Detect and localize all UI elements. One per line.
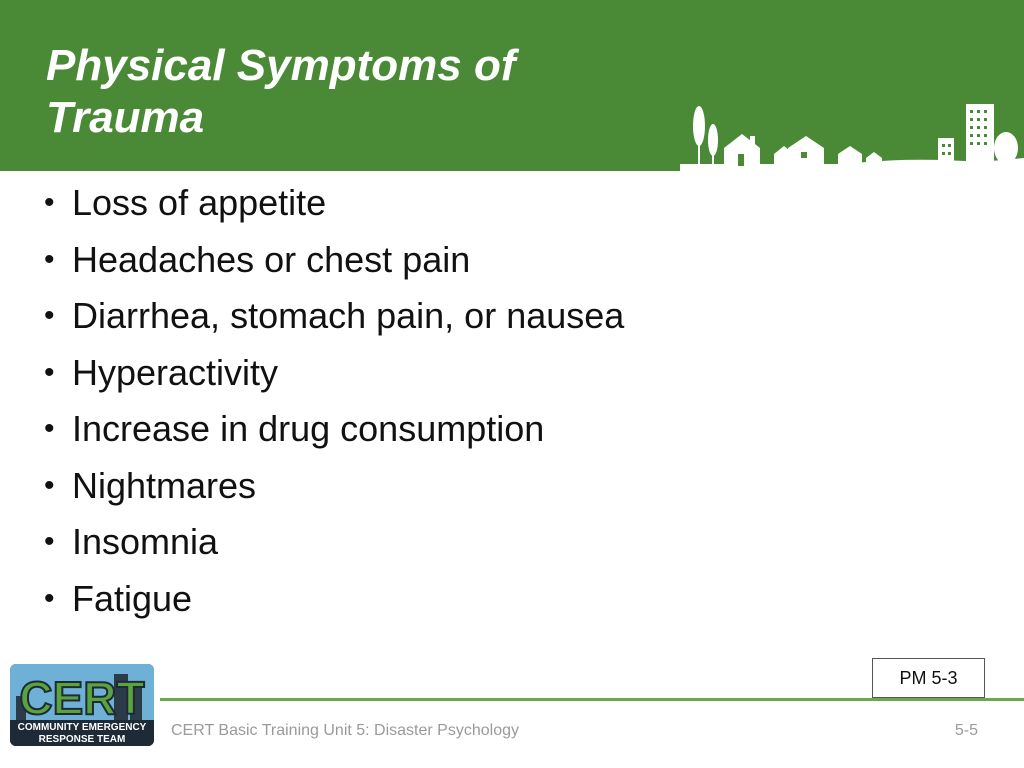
- list-item-text: Nightmares: [72, 464, 257, 506]
- reference-badge: PM 5-3: [872, 658, 985, 698]
- list-item-text: Increase in drug consumption: [72, 408, 545, 449]
- list-item: [44, 178, 624, 235]
- bullet-icon: •: [44, 186, 55, 219]
- list-item: [44, 461, 624, 518]
- footer-divider: [160, 698, 1024, 701]
- bullet-icon: •: [44, 581, 55, 615]
- page-number: 5-5: [954, 722, 978, 739]
- slide-title: Physical Symptoms of Trauma: [46, 41, 516, 142]
- bullet-icon: •: [44, 242, 55, 276]
- bullet-icon: •: [44, 299, 55, 332]
- bullet-icon: •: [44, 525, 55, 558]
- list-item: [44, 291, 624, 348]
- list-item-text: Hyperactivity: [72, 351, 279, 393]
- cert-logo: [10, 664, 154, 746]
- logo-line-2: RESPONSE TEAM: [38, 734, 126, 745]
- city-skyline-icon: [680, 96, 1024, 172]
- logo-wordmark: CERT: [19, 672, 145, 724]
- list-item: [44, 348, 624, 405]
- list-item-text: Headaches or chest pain: [72, 238, 471, 280]
- logo-line-1: COMMUNITY EMERGENCY: [17, 722, 147, 733]
- symptom-list: [44, 178, 624, 630]
- list-item: [44, 574, 624, 631]
- bullet-icon: •: [44, 468, 55, 502]
- list-item-text: Fatigue: [72, 577, 193, 619]
- list-item: [44, 404, 624, 461]
- header-banner: [0, 0, 1024, 171]
- list-item: [44, 517, 624, 574]
- footer-course-title: CERT Basic Training Unit 5: Disaster Psychology: [171, 722, 519, 739]
- list-item: [44, 235, 624, 292]
- list-item-text: Insomnia: [72, 521, 219, 562]
- bullet-icon: •: [44, 412, 55, 445]
- list-item-text: Loss of appetite: [72, 182, 327, 223]
- bullet-icon: •: [44, 355, 55, 389]
- list-item-text: Diarrhea, stomach pain, or nausea: [72, 295, 625, 336]
- cert-logo-icon: [10, 664, 154, 746]
